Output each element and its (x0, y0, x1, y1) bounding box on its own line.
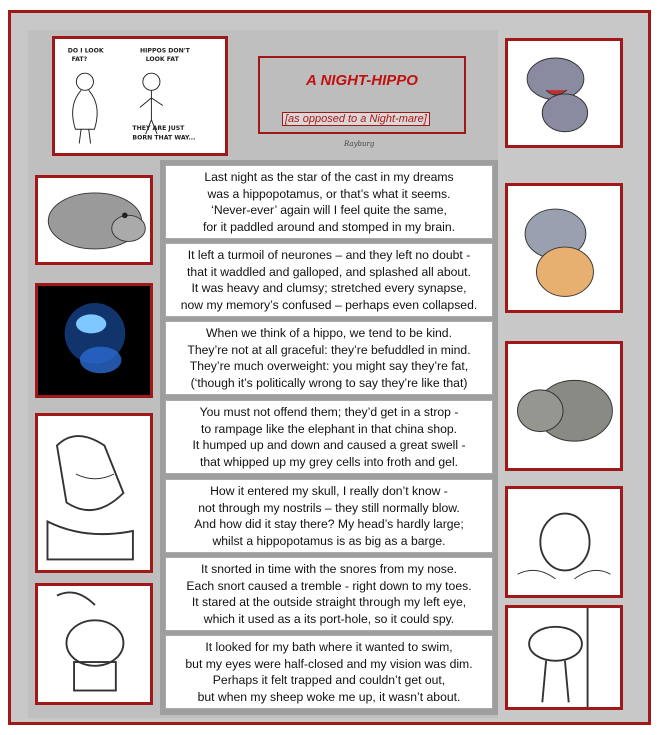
xray-head-image (35, 283, 153, 398)
stanza-line: They’re not at all graceful: they’re befuddled in mind. (187, 342, 471, 357)
cartoon-image (52, 36, 228, 156)
stanza-line: They’re much overweight: you might say they’re fat, (189, 359, 469, 374)
stanza-line: but my eyes were half-closed and my vision was dim. (185, 656, 473, 671)
grey-hippo-image (35, 175, 153, 265)
stanza-line: It left a turmoil of neurones – and they left no doubt - (187, 248, 471, 262)
stanza-4 (165, 400, 493, 474)
stanza-line: You must not offend them; they’d get in a strop - (199, 405, 459, 419)
stanza-line: It looked for my bath where it wanted to swim, (205, 640, 453, 654)
stanza-line: that it waddled and galloped, and splashed all about. (187, 264, 471, 279)
cartoon-caption-1: THEY ARE JUST (132, 125, 185, 133)
stanza-line: that whipped up my grey cells into froth and gel. (199, 454, 459, 469)
hippo-splashing-image (505, 486, 623, 598)
stanza-line: whilst a hippopotamus is as big as a barge. (212, 533, 446, 548)
stanza-5 (165, 479, 493, 553)
stanza-line: Last night as the star of the cast in my dreams (204, 170, 454, 184)
page-title: A NIGHT-HIPPO (306, 72, 418, 89)
cartoon-bubble-left-2: FAT? (71, 55, 88, 63)
cartoon-bubble-left-1: DO I LOOK (67, 47, 104, 55)
dancing-hippo-image (505, 38, 623, 148)
stanza-line: (‘though it’s politically wrong to say they’re like that) (190, 375, 468, 390)
stanza-line: for it paddled around and stomped in my brain. (202, 219, 456, 234)
hippo-tutu-image (505, 183, 623, 313)
hippo-open-mouth-image (35, 413, 153, 573)
hippo-peeking-image (505, 605, 623, 710)
stanza-6 (165, 557, 493, 631)
stanza-2 (165, 243, 493, 317)
stanza-line: was a hippopotamus, or that’s what it seems. (207, 186, 451, 201)
stanza-3 (165, 321, 493, 395)
stanza-line: not through my nostrils – they still normally blow. (198, 500, 460, 515)
stanza-line: It humped up and down and caused a great swell - (192, 438, 466, 453)
title-box (258, 56, 466, 134)
stanza-line: ‘Never-ever’ again will I feel quite the same, (211, 203, 447, 218)
stanza-line: It snorted in time with the snores from my nose. (200, 562, 458, 576)
stanza-line: When we think of a hippo, we tend to be kind. (206, 326, 452, 340)
stanza-line: And how did it stay there? My head’s hardly large; (194, 517, 464, 532)
cartoon-caption-2: BORN THAT WAY... (132, 134, 196, 142)
cartoon-bubble-right-1: HIPPOS DON'T (140, 47, 190, 55)
stanza-line: It stared at the outside straight through my left eye, (191, 595, 467, 610)
stanza-line: It was heavy and clumsy; stretched every synapse, (191, 281, 467, 296)
stanza-7 (165, 635, 493, 709)
page-subtitle: [as opposed to a Night-mare] (282, 112, 430, 126)
stanza-line: How it entered my skull, I really don’t know - (210, 484, 448, 498)
stanza-line: now my memory’s confused – perhaps even collapsed. (180, 297, 478, 312)
signature: Rayburg (344, 140, 375, 148)
cartoon-bubble-right-2: LOOK FAT (145, 55, 179, 63)
stanza-line: but when my sheep woke me up, it wasn’t about. (197, 689, 461, 704)
stanza-line: which it used as a its port-hole, so it could spy. (203, 611, 455, 626)
realistic-hippo-image (505, 341, 623, 471)
stanza-1 (165, 165, 493, 239)
stanza-line: Each snort caused a tremble - right down to my toes. (186, 578, 472, 593)
hippo-shower-image (35, 583, 153, 705)
stanza-line: to rampage like the elephant in that china shop. (200, 421, 458, 436)
stanza-line: Perhaps it felt trapped and couldn’t get out, (212, 673, 446, 688)
